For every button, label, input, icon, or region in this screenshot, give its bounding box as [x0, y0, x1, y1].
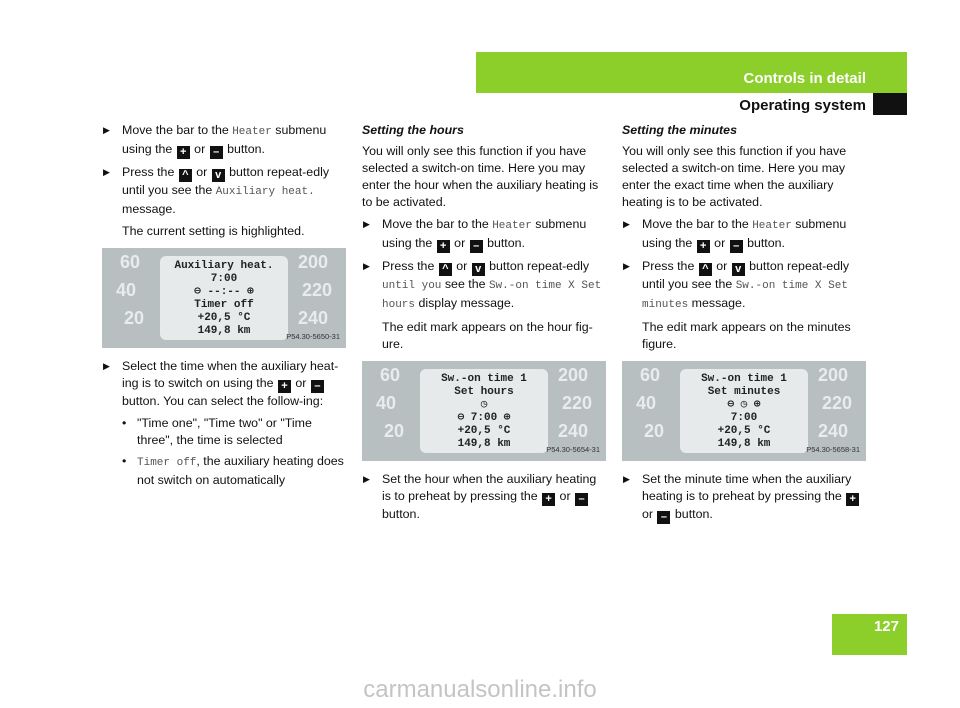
watermark: carmanualsonline.info [363, 676, 597, 703]
multifunction-display: Sw.-on time 1 Set hours ◷ ⊖ 7:00 ⊕ +20,5 °C 149,8 km [420, 369, 548, 453]
arrow-icon: ▶ [623, 261, 630, 271]
plus-key-icon: + [177, 146, 190, 159]
note-text: The current setting is highlighted. [122, 224, 305, 238]
page-number: 127 [873, 618, 899, 635]
minus-key-icon: – [210, 146, 223, 159]
note-text: The edit mark appears on the hour fig-ure. [382, 320, 593, 351]
paragraph: You will only see this function if you have selected a switch-on time. Here you may enter the exact time when the auxiliary heating is to be activated. [622, 144, 847, 209]
arrow-icon: ▶ [363, 474, 370, 484]
down-key-icon: v [732, 263, 745, 276]
plus-key-icon: + [278, 380, 291, 393]
arrow-icon: ▶ [103, 125, 110, 135]
instruction-step: ▶ Move the bar to the Heater submenu using the + or – button. [623, 217, 847, 252]
minus-key-icon: – [575, 493, 588, 506]
column-3 [622, 122, 867, 529]
minus-key-icon: – [311, 380, 324, 393]
section-heading: Setting the hours [362, 123, 464, 137]
instruction-step: ▶ Press the ^ or v button repeat-edly until you see the Sw.-on time X Set minutes message. [623, 259, 850, 311]
section-heading: Setting the minutes [622, 123, 737, 137]
figure-code: P54.30-5658-31 [806, 445, 860, 454]
minus-key-icon: – [657, 511, 670, 524]
down-key-icon: v [472, 263, 485, 276]
instrument-display-figure: 60 40 20 200 220 240 Sw.-on time 1 Set hours ◷ ⊖ 7:00 ⊕ +20,5 °C 149,8 km P54.30-5654-31 [362, 361, 606, 461]
plus-key-icon: + [437, 240, 450, 253]
header-marker [873, 93, 907, 115]
column-2 [362, 122, 606, 528]
instruction-step: ▶ Move the bar to the Heater submenu using the + or – button. [103, 123, 327, 158]
instruction-step: ▶ Set the hour when the auxiliary heating is to preheat by pressing the + or – button. [363, 472, 597, 521]
arrow-icon: ▶ [363, 219, 370, 229]
option-item: • "Time one", "Time two" or "Time three", the time is selected [122, 416, 312, 447]
figure-code: P54.30-5654-31 [546, 445, 600, 454]
note-text: The edit mark appears on the minutes figure. [642, 320, 851, 351]
column-1 [102, 122, 346, 493]
instrument-display-figure: 60 40 20 200 220 240 Sw.-on time 1 Set minutes ⊖ ◷ ⊕ 7:00 +20,5 °C 149,8 km P54.30-5658-31 [622, 361, 866, 461]
instruction-step: ▶ Press the ^ or v button repeat-edly until you see the Sw.-on time X Set hours display message. [363, 259, 602, 311]
instrument-display-figure: 60 40 20 200 220 240 Auxiliary heat. 7:00 ⊖ --:-- ⊕ Timer off +20,5 °C 149,8 km P54.30-5650-31 [102, 248, 346, 348]
instruction-step: ▶ Press the ^ or v button repeat-edly until you see the Auxiliary heat. message. [103, 165, 330, 216]
minus-key-icon: – [730, 240, 743, 253]
page-number-box [832, 614, 907, 655]
down-key-icon: v [212, 169, 225, 182]
instruction-step: ▶ Move the bar to the Heater submenu using the + or – button. [363, 217, 587, 252]
option-item: • Timer off, the auxiliary heating does not switch on automatically [122, 454, 344, 487]
arrow-icon: ▶ [363, 261, 370, 271]
up-key-icon: ^ [179, 169, 192, 182]
minus-key-icon: – [470, 240, 483, 253]
plus-key-icon: + [846, 493, 859, 506]
arrow-icon: ▶ [103, 167, 110, 177]
figure-code: P54.30-5650-31 [286, 332, 340, 341]
plus-key-icon: + [697, 240, 710, 253]
arrow-icon: ▶ [623, 474, 630, 484]
paragraph: You will only see this function if you have selected a switch-on time. Here you may enter the hour when the auxiliary heating is to be activated. [362, 144, 599, 209]
instruction-step: ▶ Select the time when the auxiliary heat-ing is to switch on using the + or – button. You can select the follow-ing: [103, 359, 339, 408]
instruction-step: ▶ Set the minute time when the auxiliary heating is to preheat by pressing the + or – button. [622, 471, 867, 524]
arrow-icon: ▶ [623, 219, 630, 229]
page-title: Operating system [739, 97, 866, 114]
section-title: Controls in detail [743, 70, 866, 87]
up-key-icon: ^ [439, 263, 452, 276]
multifunction-display: Auxiliary heat. 7:00 ⊖ --:-- ⊕ Timer off +20,5 °C 149,8 km [160, 256, 288, 340]
up-key-icon: ^ [699, 263, 712, 276]
multifunction-display: Sw.-on time 1 Set minutes ⊖ ◷ ⊕ 7:00 +20,5 °C 149,8 km [680, 369, 808, 453]
arrow-icon: ▶ [103, 361, 110, 371]
plus-key-icon: + [542, 493, 555, 506]
